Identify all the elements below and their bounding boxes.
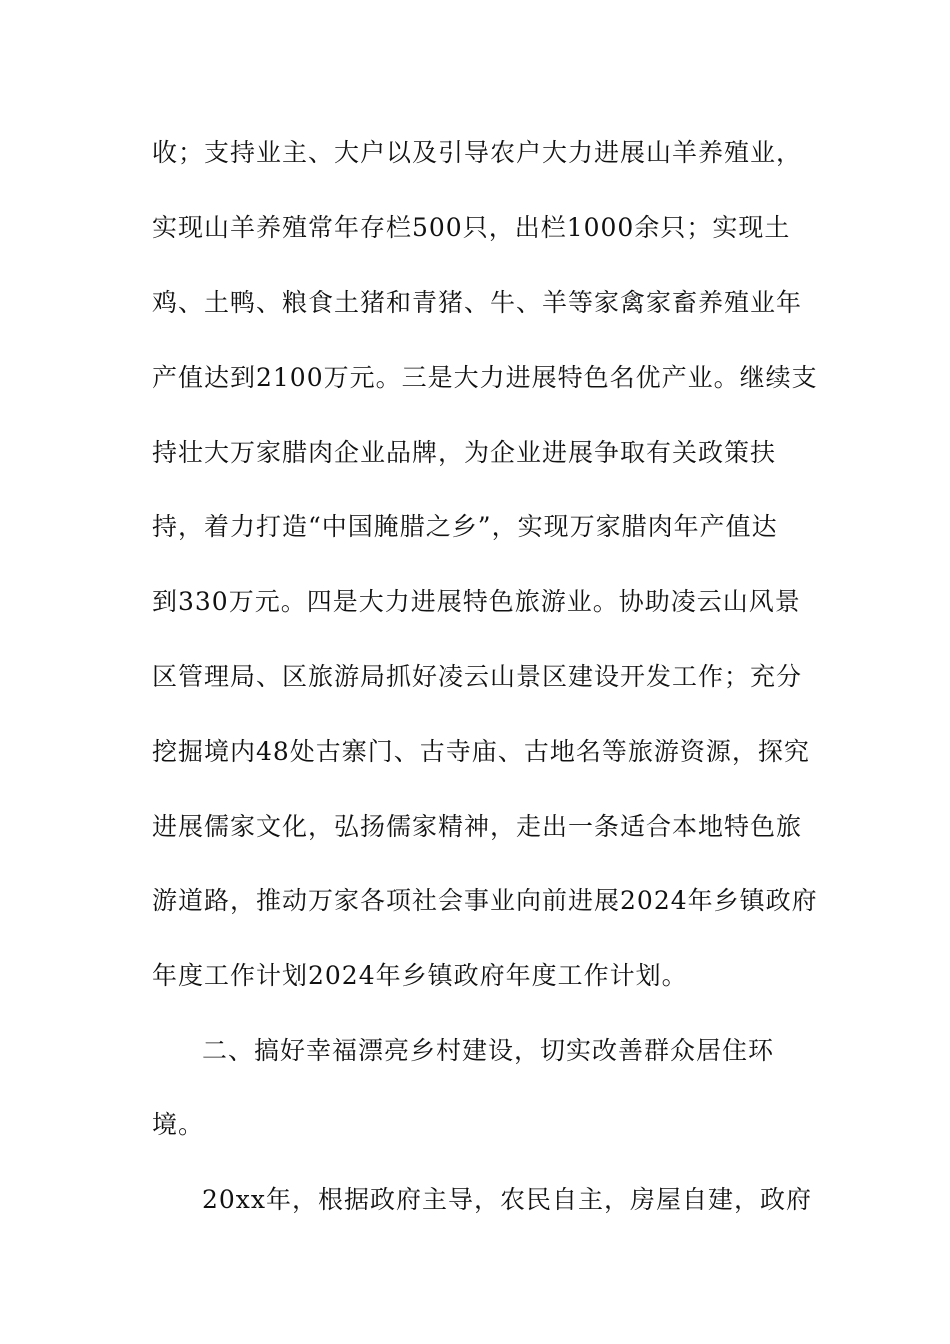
body-text-line: 持，着力打造“中国腌腊之乡”，实现万家腊肉年产值达 [152,512,778,541]
body-text-line: 进展儒家文化，弘扬儒家精神，走出一条适合本地特色旅 [152,812,803,841]
body-text-line: 实现山羊养殖常年存栏500只，出栏1000余只；实现土 [152,213,791,242]
body-text-line: 游道路，推动万家各项社会事业向前进展2024年乡镇政府 [152,886,818,915]
body-text-line: 鸡、土鸭、粮食土猪和青猪、牛、羊等家禽家畜养殖业年 [152,288,803,317]
body-text-line: 挖掘境内48处古寨门、古寺庙、古地名等旅游资源，探究 [152,737,810,766]
section-heading-line: 二、搞好幸福漂亮乡村建设，切实改善群众居住环 [202,1036,775,1065]
body-text-line: 年度工作计划2024年乡镇政府年度工作计划。 [152,961,688,990]
section-heading-line: 境。 [152,1110,205,1139]
body-text-line: 持壮大万家腊肉企业品牌，为企业进展争取有关政策扶 [152,438,777,467]
body-text-line: 20xx年，根据政府主导，农民自主，房屋自建，政府 [202,1185,813,1214]
body-text-line: 产值达到2100万元。三是大力进展特色名优产业。继续支 [152,363,818,392]
body-text-line: 区管理局、区旅游局抓好凌云山景区建设开发工作；充分 [152,662,803,691]
body-text-line: 到330万元。四是大力进展特色旅游业。协助凌云山风景 [152,587,801,616]
body-text-line: 收；支持业主、大户以及引导农户大力进展山羊养殖业， [152,138,803,167]
